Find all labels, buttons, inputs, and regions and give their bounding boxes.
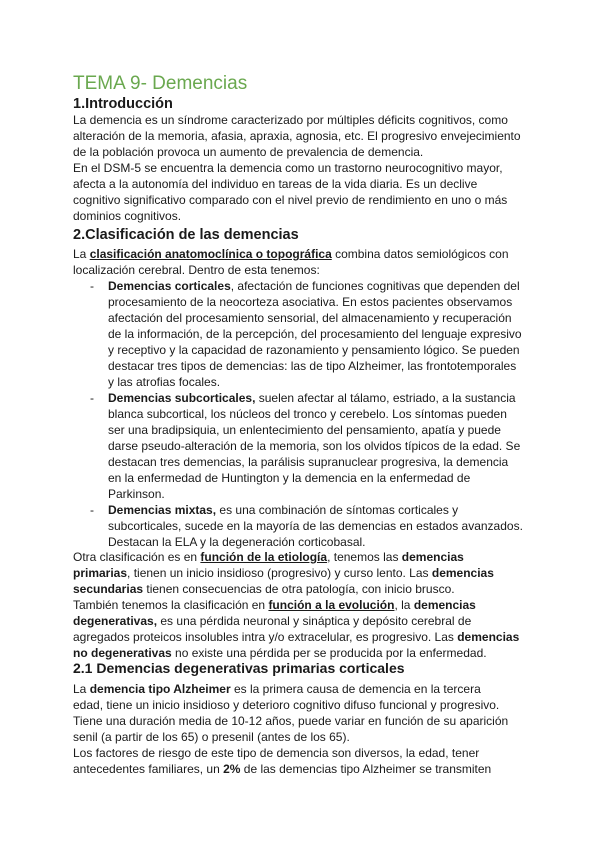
page-title: TEMA 9- Demencias: [73, 73, 248, 94]
paragraph-line: Otra clasificación es en función de la etiología, tenemos las demencias: [73, 550, 464, 564]
bullet-line: Demencias subcorticales, suelen afectar al tálamo, estriado, a la sustancia: [108, 391, 516, 405]
paragraph-line: primarias, tienen un inicio insidioso (progresivo) y curso lento. Las demencias: [73, 566, 494, 580]
paragraph-line: edad, tiene un inicio insidioso y deterioro cognitivo difuso funcional y progresivo.: [73, 698, 500, 712]
bullet-line: Demencias mixtas, es una combinación de síntomas corticales y: [108, 503, 459, 517]
bullet-line: afectación del procesamiento sensorial, del almacenamiento y recuperación: [108, 311, 512, 325]
bullet-line: y las atrofias focales.: [108, 375, 221, 389]
underlined-term: función de la etiología: [200, 550, 328, 564]
paragraph-line: En el DSM-5 se encuentra la demencia como un trastorno neurocognitivo mayor,: [73, 161, 503, 175]
bullet-line: Parkinson.: [108, 487, 165, 501]
bullet-line: Demencias corticales, afectación de funciones cognitivas que dependen del: [108, 279, 520, 293]
section-heading-degenerativas: 2.1 Demencias degenerativas primarias corticales: [73, 660, 405, 676]
paragraph-line: de la población provoca un aumento de prevalencia de demencia.: [73, 145, 424, 159]
bold-term: Demencias subcorticales,: [108, 391, 256, 405]
bold-term: Demencias mixtas,: [108, 503, 217, 517]
bullet-dash: -: [90, 503, 94, 517]
paragraph-line: Tiene una duración media de 10-12 años, puede variar en función de su aparición: [73, 714, 509, 728]
underlined-term: función a la evolución: [268, 598, 395, 612]
bullet-line: blanca subcortical, los núcleos del tronco y cerebelo. Los síntomas pueden: [108, 407, 507, 421]
paragraph-line: Los factores de riesgo de este tipo de demencia son diversos, la edad, tener: [73, 746, 480, 760]
paragraph-line: localización cerebral. Dentro de esta tenemos:: [73, 263, 320, 277]
paragraph-line: no degenerativas no existe una pérdida per se producida por la enfermedad.: [73, 646, 487, 660]
paragraph-line: alteración de la memoria, afasia, apraxia, agnosia, etc. El progresivo envejecimiento: [73, 129, 521, 143]
section-heading-clasificacion: 2.Clasificación de las demencias: [73, 227, 299, 243]
bullet-line: destacan tres demencias, la parálisis supranuclear progresiva, la demencia: [108, 455, 509, 469]
bullet-line: y receptivo y la capacidad de razonamiento y pensamiento lógico. Se pueden: [108, 343, 520, 357]
paragraph-line: cognitivo significativo comparado con el nivel previo de rendimiento en uno o más: [73, 193, 508, 207]
bullet-line: Destacan la ELA y la degeneración corticobasal.: [108, 535, 366, 549]
bullet-line: ser una bradipsiquia, un enlentecimiento del pensamiento, apatía y puede: [108, 423, 501, 437]
paragraph-line: dominios cognitivos.: [73, 209, 182, 223]
bullet-line: en la enfermedad de Huntington y la demencia en la enfermedad de: [108, 471, 471, 485]
bold-term: demencia tipo Alzheimer: [89, 682, 231, 696]
bullet-dash: -: [90, 279, 94, 293]
paragraph-line: senil (a partir de los 65) o presenil (antes de los 65).: [73, 730, 350, 744]
paragraph-line: antecedentes familiares, un 2% de las demencias tipo Alzheimer se transmiten: [73, 762, 492, 776]
paragraph-line: agregados proteicos insolubles intra y/o extracelular, es progresivo. Las demencias: [73, 630, 520, 644]
underlined-term: clasificación anatomoclínica o topográfica: [89, 247, 332, 261]
bullet-line: procesamiento de la neocorteza asociativa. En estos pacientes observamos: [108, 295, 513, 309]
bullet-line: darse pseudo-alteración de la memoria, son los olvidos típicos de la edad. Se: [108, 439, 521, 453]
paragraph-line: secundarias tienen consecuencias de otra patología, con inicio brusco.: [73, 582, 455, 596]
paragraph-line: También tenemos la clasificación en función a la evolución, la demencias: [73, 598, 476, 612]
paragraph-line: La demencia es un síndrome caracterizado por múltiples déficits cognitivos, como: [73, 113, 508, 127]
bullet-line: subcorticales, sucede en la mayoría de las demencias en estados avanzados.: [108, 519, 523, 533]
bullet-line: destacar tres tipos de demencias: las de tipo Alzheimer, las frontotemporales: [108, 359, 517, 373]
bullet-line: de la información, de la percepción, del procesamiento del lenguaje expresivo: [108, 327, 522, 341]
paragraph-line: La clasificación anatomoclínica o topográfica combina datos semiológicos con: [73, 247, 509, 261]
paragraph-line: afecta a la autonomía del individuo en tareas de la vida diaria. Es un declive: [73, 177, 478, 191]
section-heading-introduccion: 1.Introducción: [73, 96, 173, 112]
bullet-dash: -: [90, 391, 94, 405]
paragraph-line: degenerativas, es una pérdida neuronal y sináptica y depósito cerebral de: [73, 614, 472, 628]
bold-term: Demencias corticales: [108, 279, 231, 293]
paragraph-line: La demencia tipo Alzheimer es la primera causa de demencia en la tercera: [73, 682, 481, 696]
